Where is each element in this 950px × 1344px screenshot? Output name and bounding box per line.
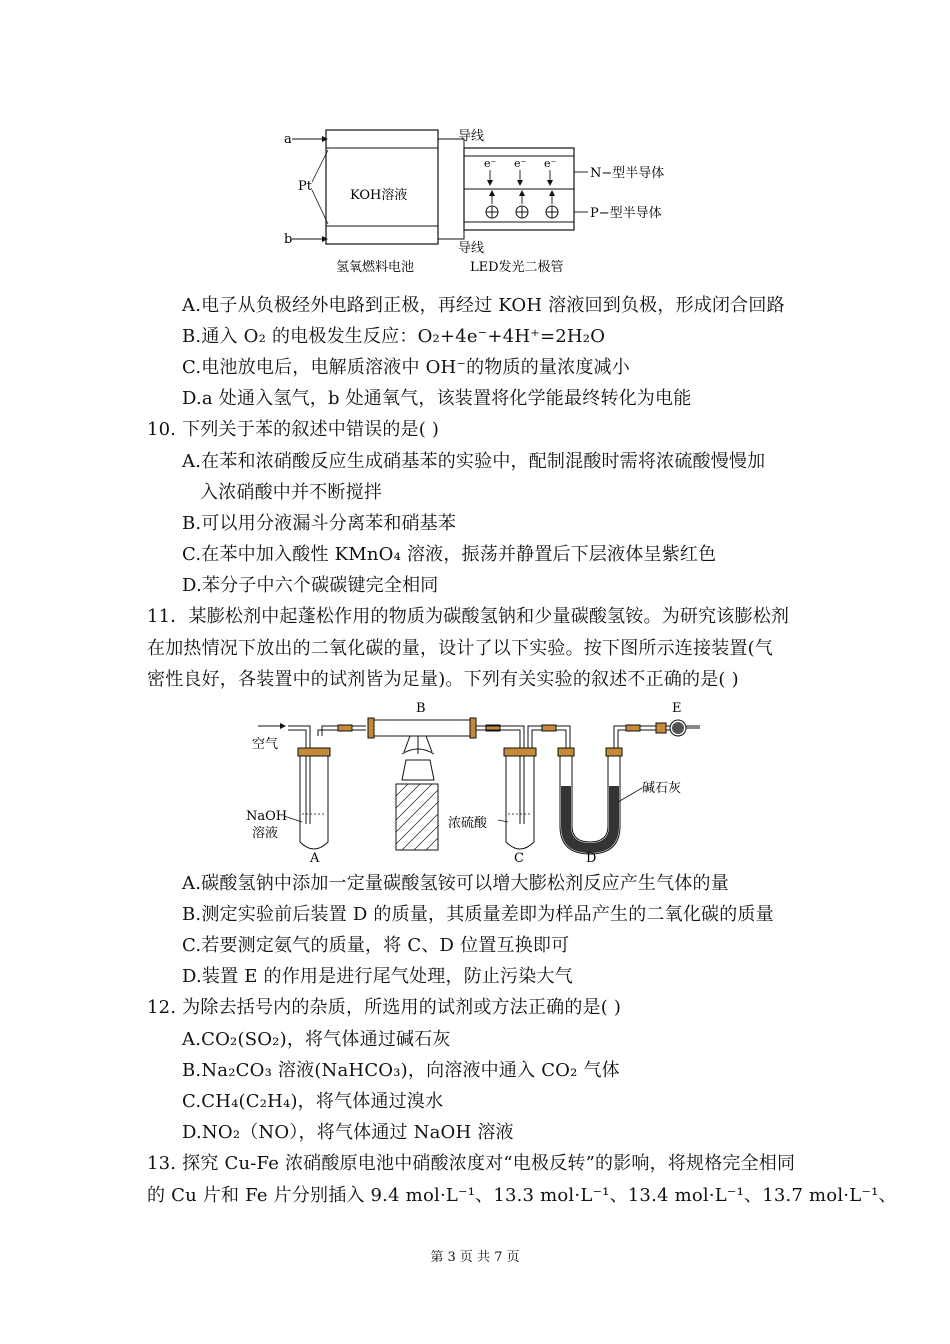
q11-stem-1: 11．某膨松剂中起蓬松作用的物质为碳酸氢钠和少量碳酸氢铵。为研究该膨松剂 bbox=[147, 606, 790, 627]
q10-option-c: C.在苯中加入酸性 KMnO₄ 溶液，振荡并静置后下层液体呈紫红色 bbox=[182, 544, 717, 565]
fig1-label-wire-bottom: 导线 bbox=[458, 241, 485, 256]
fig2-label-air: 空气 bbox=[252, 737, 279, 752]
fig1-caption-left: 氢氧燃料电池 bbox=[336, 260, 415, 275]
q13-stem-2: 的 Cu 片和 Fe 片分别插入 9.4 mol·L⁻¹、13.3 mol·L⁻¹、13.4 mol·L⁻¹、13.7 mol·L⁻¹、 bbox=[147, 1185, 897, 1206]
q11-stem-2: 在加热情况下放出的二氧化碳的量，设计了以下实验。按下图所示连接装置(气 bbox=[147, 638, 774, 659]
q12-option-a: A.CO₂(SO₂)，将气体通过碱石灰 bbox=[182, 1029, 451, 1050]
fig1-label-b: b bbox=[284, 232, 293, 247]
q10-option-a: A.在苯和浓硝酸反应生成硝基苯的实验中，配制混酸时需将浓硫酸慢慢加 bbox=[182, 451, 766, 472]
q10-option-d: D.苯分子中六个碳碳键完全相同 bbox=[182, 575, 439, 596]
q11-option-d: D.装置 E 的作用是进行尾气处理，防止污染大气 bbox=[182, 966, 573, 987]
q10-option-b: B.可以用分液漏斗分离苯和硝基苯 bbox=[182, 513, 457, 534]
q9-option-b: B.通入 O₂ 的电极发生反应：O₂+4e⁻+4H⁺=2H₂O bbox=[182, 326, 606, 347]
fig1-electron-1: e⁻ bbox=[484, 157, 497, 170]
q11-stem-3: 密性良好，各装置中的试剂皆为足量)。下列有关实验的叙述不正确的是( ) bbox=[147, 669, 739, 690]
q11-option-c: C.若要测定氨气的质量，将 C、D 位置互换即可 bbox=[182, 935, 570, 956]
fig2-label-b: B bbox=[416, 701, 426, 716]
fuel-cell-led-diagram bbox=[270, 118, 710, 280]
page-footer: 第 3 页 共 7 页 bbox=[430, 1250, 520, 1265]
fig2-label-soda-lime: 碱石灰 bbox=[642, 781, 682, 796]
fig1-label-wire-top: 导线 bbox=[458, 129, 485, 144]
fig1-label-pt: Pt bbox=[298, 179, 312, 194]
fig1-caption-right: LED发光二极管 bbox=[470, 260, 564, 275]
fig1-label-p: P−型半导体 bbox=[590, 206, 662, 221]
fig2-label-e: E bbox=[672, 701, 682, 716]
fig1-label-a: a bbox=[284, 132, 292, 147]
q11-option-a: A.碳酸氢钠中添加一定量碳酸氢铵可以增大膨松剂反应产生气体的量 bbox=[182, 873, 729, 894]
q12-stem: 12. 为除去括号内的杂质，所选用的试剂或方法正确的是( ) bbox=[147, 997, 622, 1018]
fig2-label-naoh-2: 溶液 bbox=[252, 826, 279, 841]
q9-option-c: C.电池放电后，电解质溶液中 OH⁻的物质的量浓度减小 bbox=[182, 357, 630, 378]
fig2-label-a: A bbox=[310, 851, 320, 866]
fig1-electron-2: e⁻ bbox=[514, 157, 527, 170]
apparatus-diagram bbox=[240, 696, 710, 866]
fig1-label-koh: KOH溶液 bbox=[350, 188, 408, 203]
fig2-label-h2so4: 浓硫酸 bbox=[448, 816, 488, 831]
q9-option-a: A.电子从负极经外电路到正极，再经过 KOH 溶液回到负极，形成闭合回路 bbox=[182, 295, 785, 316]
fig2-label-naoh-1: NaOH bbox=[246, 809, 288, 824]
fig1-label-n: N−型半导体 bbox=[590, 166, 665, 181]
q12-option-c: C.CH₄(C₂H₄)，将气体通过溴水 bbox=[182, 1091, 444, 1112]
q13-stem-1: 13. 探究 Cu-Fe 浓硝酸原电池中硝酸浓度对“电极反转”的影响，将规格完全相同 bbox=[147, 1153, 796, 1174]
q10-option-a-cont: 入浓硝酸中并不断搅拌 bbox=[200, 482, 382, 503]
fig2-label-d: D bbox=[586, 851, 597, 866]
q11-option-b: B.测定实验前后装置 D 的质量，其质量差即为样品产生的二氧化碳的质量 bbox=[182, 904, 774, 925]
q12-option-b: B.Na₂CO₃ 溶液(NaHCO₃)，向溶液中通入 CO₂ 气体 bbox=[182, 1060, 620, 1081]
q12-option-d: D.NO₂（NO），将气体通过 NaOH 溶液 bbox=[182, 1122, 514, 1143]
fig1-electron-3: e⁻ bbox=[544, 157, 557, 170]
q9-option-d: D.a 处通入氢气，b 处通氧气，该装置将化学能最终转化为电能 bbox=[182, 388, 692, 409]
fig2-label-c: C bbox=[514, 851, 524, 866]
q10-stem: 10. 下列关于苯的叙述中错误的是( ) bbox=[147, 419, 440, 440]
